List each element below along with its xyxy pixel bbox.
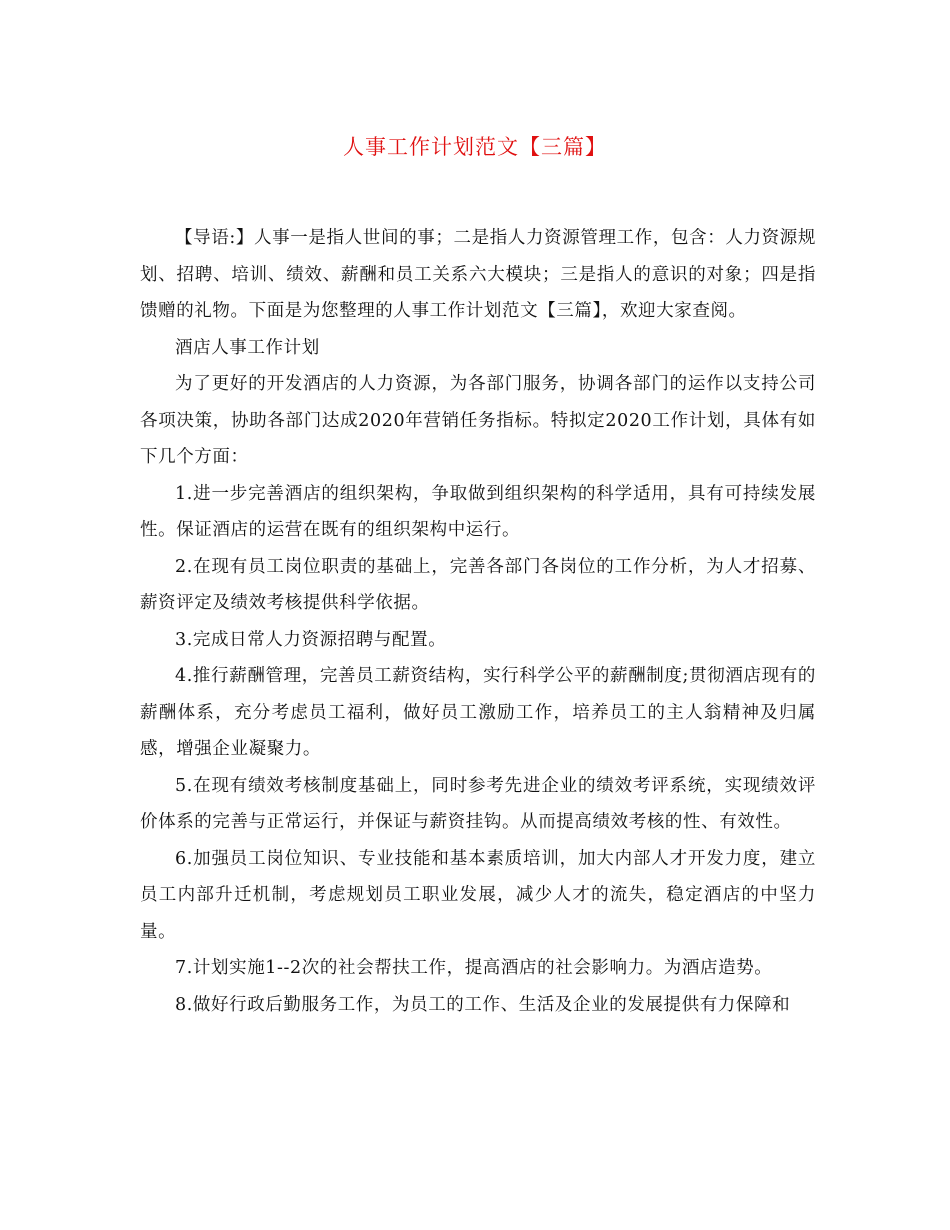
body-paragraph: 为了更好的开发酒店的人力资源，为各部门服务，协调各部门的运作以支持公司各项决策，协助各部门达成2020年营销任务指标。特拟定2020工作计划，具体有如下几个方面： bbox=[140, 374, 816, 467]
document-body bbox=[140, 220, 816, 1023]
list-item: 1.进一步完善酒店的组织架构，争取做到组织架构的科学适用，具有可持续发展性。保证酒店的运营在既有的组织架构中运行。 bbox=[140, 483, 816, 540]
list-item: 4.推行薪酬管理，完善员工薪资结构，实行科学公平的薪酬制度;贯彻酒店现有的薪酬体系，充分考虑员工福利，做好员工激励工作，培养员工的主人翁精神及归属感，增强企业凝聚力。 bbox=[140, 666, 816, 759]
list-item: 5.在现有绩效考核制度基础上，同时参考先进企业的绩效考评系统，实现绩效评价体系的完善与正常运行，并保证与薪资挂钩。从而提高绩效考核的性、有效性。 bbox=[140, 775, 816, 832]
document-title: 人事工作计划范文【三篇】 bbox=[343, 135, 607, 159]
intro-paragraph: 【导语:】人事一是指人世间的事；二是指人力资源管理工作，包含：人力资源规划、招聘、培训、绩效、薪酬和员工关系六大模块；三是指人的意识的对象；四是指馈赠的礼物。下面是为您整理的人事工作计划范文【三篇】，欢迎大家查阅。 bbox=[140, 228, 816, 321]
list-item: 6.加强员工岗位知识、专业技能和基本素质培训，加大内部人才开发力度，建立员工内部升迁机制，考虑规划员工职业发展，减少人才的流失，稳定酒店的中坚力量。 bbox=[140, 848, 816, 942]
section-heading: 酒店人事工作计划 bbox=[175, 337, 320, 358]
list-item: 8.做好行政后勤服务工作，为员工的工作、生活及企业的发展提供有力保障和 bbox=[175, 994, 791, 1015]
list-item: 2.在现有员工岗位职责的基础上，完善各部门各岗位的工作分析，为人才招募、薪资评定及绩效考核提供科学依据。 bbox=[140, 556, 816, 613]
list-item: 3.完成日常人力资源招聘与配置。 bbox=[175, 629, 447, 650]
list-item: 7.计划实施1--2次的社会帮扶工作，提高酒店的社会影响力。为酒店造势。 bbox=[175, 958, 773, 978]
